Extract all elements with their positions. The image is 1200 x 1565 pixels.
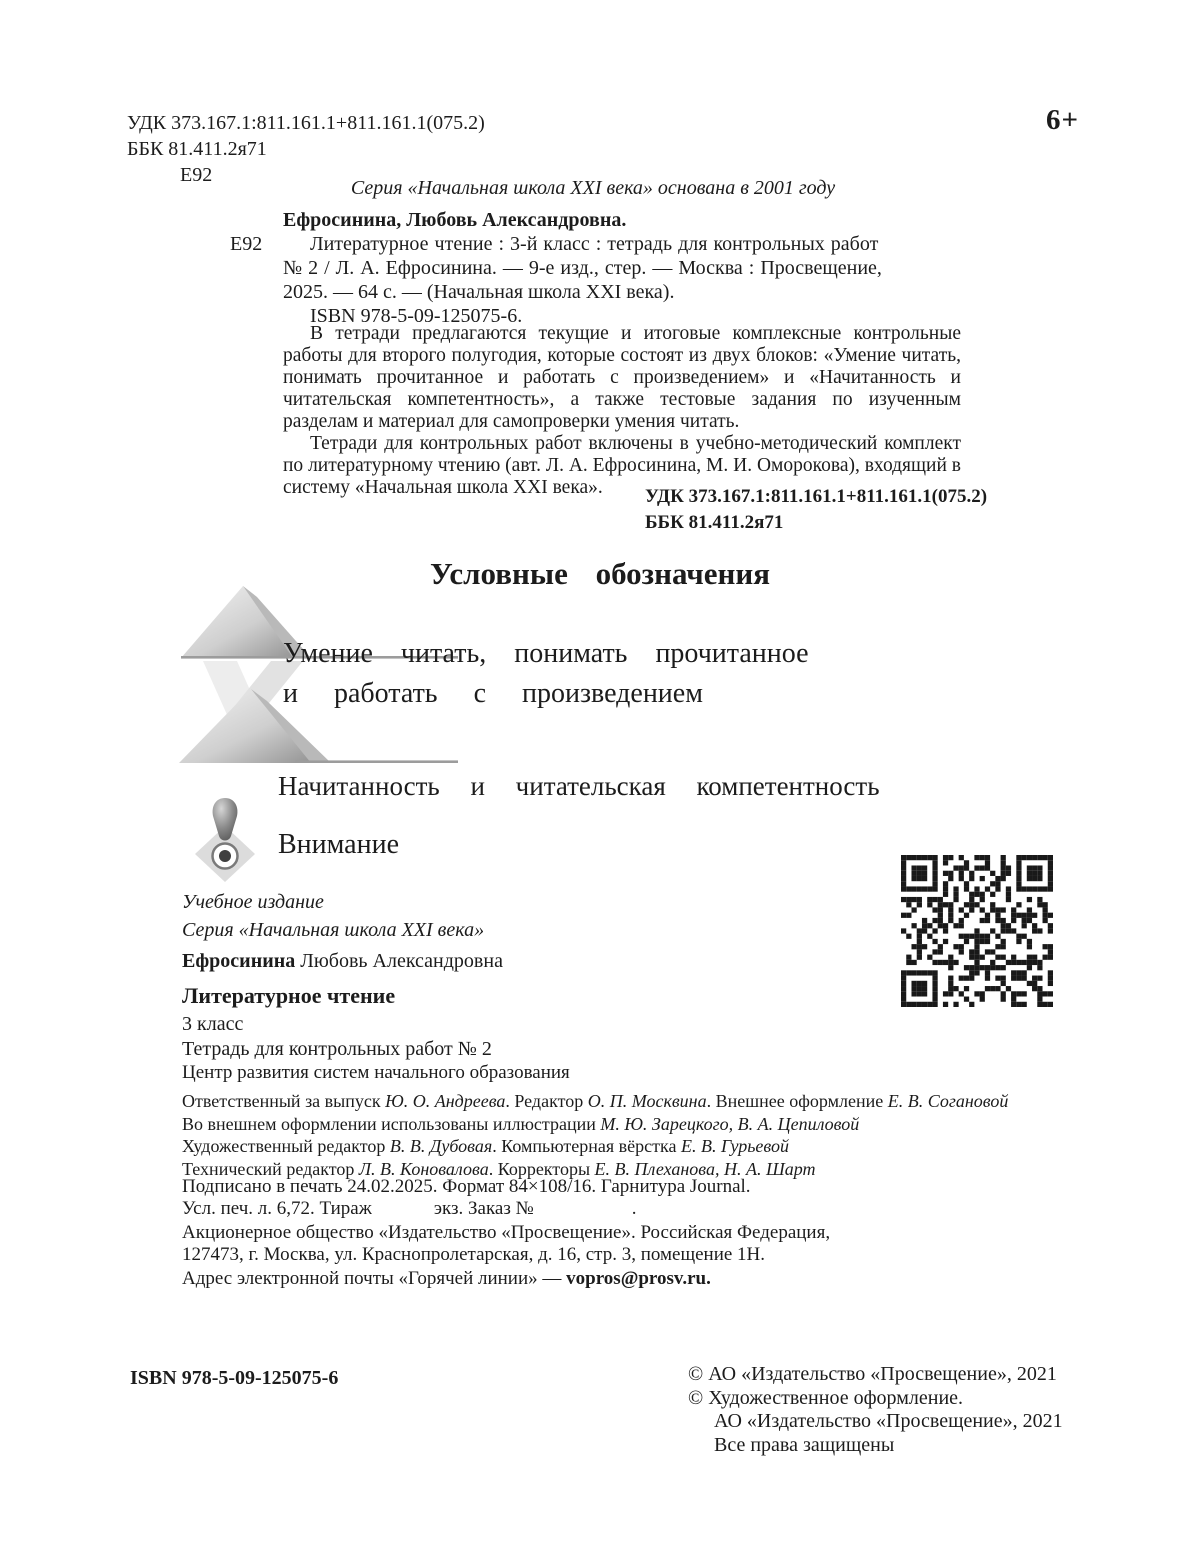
legend-item-attention: Внимание: [278, 829, 399, 860]
publisher-line-2: 127473, г. Москва, ул. Краснопролетарская, д. 16, стр. 3, помещение 1Н.: [182, 1244, 766, 1265]
imprint-author-surname: Ефросинина: [182, 950, 296, 972]
footer-isbn: ISBN 978-5-09-125075-6: [130, 1367, 339, 1389]
annotation-paragraph-1: В тетради предлагаются текущие и итоговые комплексные контрольные работы для второго полугодия, которые состоят из двух блоков: «Умение читать, понимать прочитанное и работать с произведением» и «Начитанность и читательская компетентность», а также тестовые задания по изученным разделам и материал для самопроверки умения читать.: [283, 323, 961, 432]
udk-ref-line: УДК 373.167.1:811.161.1+811.161.1(075.2): [645, 486, 988, 507]
copyright-line-4: Все права защищены: [714, 1433, 895, 1456]
catalog-entry-line-1: Литературное чтение : 3-й класс : тетрадь для контрольных работ: [310, 233, 879, 255]
legend-item-competence: Начитанность и читательская компетентность: [278, 771, 880, 801]
copyright-line-1: © АО «Издательство «Просвещение», 2021: [688, 1363, 1057, 1385]
udk-bbk-reference: [645, 484, 987, 536]
print-run-label: Усл. печ. л. 6,72. Тираж: [182, 1198, 372, 1219]
series-note: Серия «Начальная школа XXI века» основана в 2001 году: [350, 177, 836, 199]
imprint-grade: 3 класс: [182, 1013, 244, 1035]
credits-line: Художественный редактор В. В. Дубовая. Компьютерная вёрстка Е. В. Гурьевой: [182, 1136, 789, 1156]
imprint-author: [182, 950, 503, 973]
imprint-series: Серия «Начальная школа XXI века»: [182, 919, 485, 941]
legend-item-reading-line-2: и работать с произведением: [283, 678, 703, 709]
udk-code: УДК 373.167.1:811.161.1+811.161.1(075.2): [127, 112, 485, 134]
imprint-subtitle: Тетрадь для контрольных работ № 2: [182, 1038, 492, 1060]
edition-type: Учебное издание: [182, 891, 324, 913]
bbk-ref-line: ББК 81.411.2я71: [645, 512, 784, 533]
author-sign-code: Е92: [180, 164, 213, 186]
imprint-credits: [182, 1090, 1008, 1180]
credits-line: Во внешнем оформлении использованы иллюстрации М. Ю. Зарецкого, В. А. Цепиловой: [182, 1113, 860, 1134]
hotline-email-address: vopros@prosv.ru.: [566, 1268, 711, 1289]
hotline-email-line: [182, 1268, 711, 1290]
catalog-entry-line-3: 2025. — 64 с. — (Начальная школа XXI века).: [283, 281, 675, 303]
publisher-line-1: Акционерное общество «Издательство «Просвещение». Российская Федерация,: [182, 1222, 831, 1243]
print-info-line-2: [182, 1198, 636, 1220]
imprint-book-title: Литературное чтение: [182, 983, 396, 1008]
bbk-code: ББК 81.411.2я71: [127, 138, 267, 160]
legend-item-reading-line-1: Умение читать, понимать прочитанное: [283, 638, 809, 669]
order-label: экз. Заказ №: [433, 1198, 534, 1219]
hotline-email-label: Адрес электронной почты «Горячей линии» —: [182, 1268, 567, 1289]
annotation-paragraph-2: Тетради для контрольных работ включены в учебно-методический комплект по литературному чтению (авт. Л. А. Ефросинина, М. И. Оморокова), входящий в систему «Начальная школа XXI века».: [283, 433, 961, 498]
print-info-line-1: Подписано в печать 24.02.2025. Формат 84×108/16. Гарнитура Journal.: [182, 1176, 751, 1197]
attention-icon: [194, 796, 256, 882]
annotation: [283, 323, 961, 499]
credits-line: Ответственный за выпуск Ю. О. Андреева. Редактор О. П. Москвина. Внешнее оформление Е. В. Согановой: [182, 1091, 1009, 1111]
imprint-center: Центр развития систем начального образования: [182, 1062, 570, 1083]
chevron-ribbon-icons: [175, 573, 460, 768]
catalog-isbn: ISBN 978-5-09-125075-6.: [310, 305, 523, 327]
legend-title: Условные обозначения: [429, 556, 770, 591]
order-period: .: [631, 1198, 637, 1219]
copyright-line-2: © Художественное оформление.: [688, 1386, 964, 1409]
credits-line: Технический редактор Л. В. Коновалова. Корректоры Е. В. Плеханова, Н. А. Шарт: [182, 1158, 816, 1179]
catalog-code: Е92: [230, 233, 263, 255]
catalog-entry-line-2: № 2 / Л. А. Ефросинина. — 9-е изд., стер. — Москва : Просвещение,: [283, 257, 882, 279]
age-rating-badge: 6+: [1046, 104, 1080, 136]
copyright-line-3: АО «Издательство «Просвещение», 2021: [714, 1410, 1063, 1432]
copyright-block: [688, 1363, 1063, 1457]
qr-code: [901, 855, 1053, 1007]
imprint-author-name: Любовь Александровна: [295, 950, 503, 972]
catalog-author: Ефросинина, Любовь Александровна.: [283, 209, 627, 231]
